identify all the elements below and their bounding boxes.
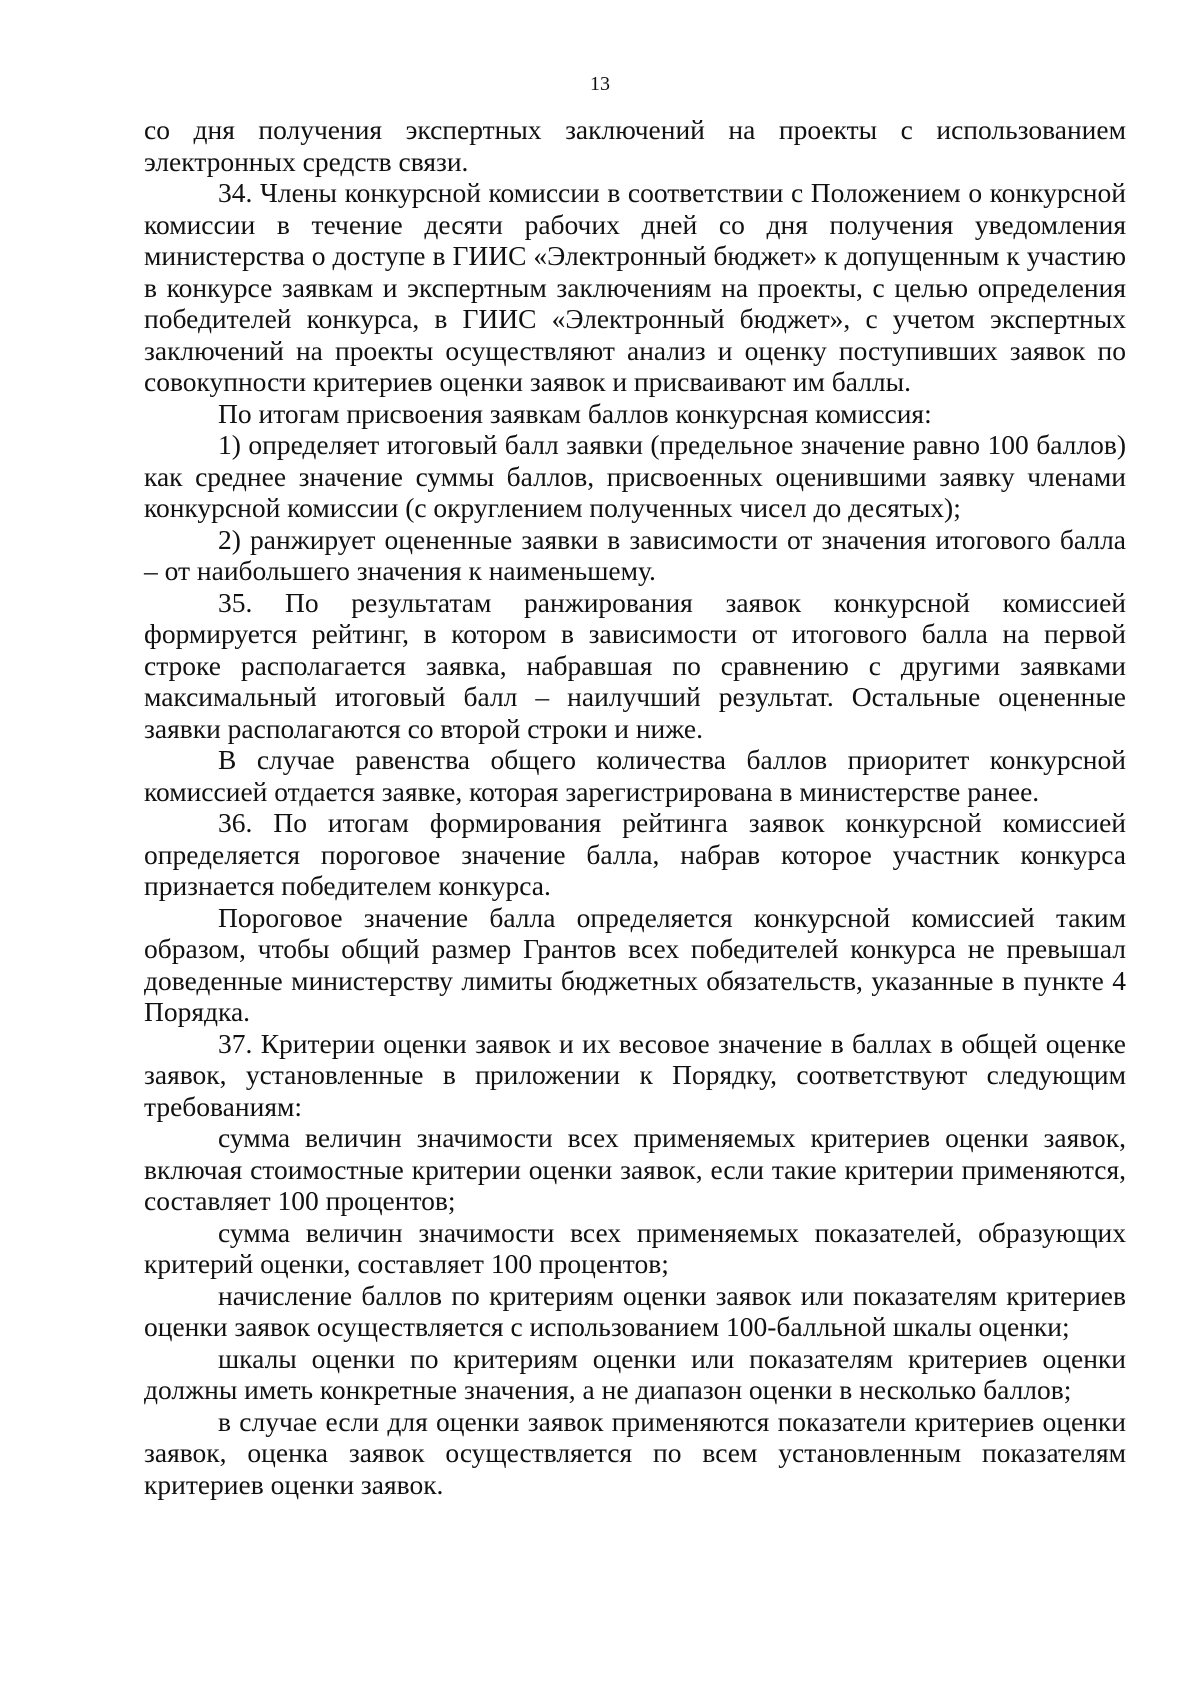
paragraph-requirement-1: сумма величин значимости всех применяемых критериев оценки заявок, включая стоимостные критерии оценки заявок, если такие критерии применяются, составляет 100 процентов; xyxy=(144,1122,1126,1216)
paragraph-requirement-2: сумма величин значимости всех применяемых показателей, образующих критерий оценки, составляет 100 процентов; xyxy=(144,1216,1126,1279)
paragraph-requirement-4: шкалы оценки по критериям оценки или показателям критериев оценки должны иметь конкретные значения, а не диапазон оценки в несколько баллов; xyxy=(144,1342,1126,1405)
page-number: 13 xyxy=(590,73,610,95)
paragraph-subitem-1: 1) определяет итоговый балл заявки (предельное значение равно 100 баллов) как среднее значение суммы баллов, присвоенных оценившими заявку членами конкурсной комиссии (с округлением полученных чисел до десятых); xyxy=(144,429,1126,523)
document-body xyxy=(144,114,1126,1500)
paragraph-continuation: со дня получения экспертных заключений на проекты с использованием электронных средств связи. xyxy=(144,114,1126,177)
paragraph-subitem-2: 2) ранжирует оцененные заявки в зависимости от значения итогового балла – от наибольшего значения к наименьшему. xyxy=(144,523,1126,586)
paragraph-commission-results: По итогам присвоения заявкам баллов конкурсная комиссия: xyxy=(218,397,932,429)
paragraph-item-37: 37. Критерии оценки заявок и их весовое значение в баллах в общей оценке заявок, установленные в приложении к Порядку, соответствуют следующим требованиям: xyxy=(144,1027,1126,1122)
paragraph-threshold: Пороговое значение балла определяется конкурсной комиссией таким образом, чтобы общий размер Грантов всех победителей конкурса не превышал доведенные министерству лимиты бюджетных обязательств, указанные в пункте 4 Порядка. xyxy=(144,901,1126,1027)
paragraph-requirement-3: начисление баллов по критериям оценки заявок или показателям критериев оценки заявок осуществляется с использованием 100-балльной шкалы оценки; xyxy=(144,1279,1126,1342)
paragraph-equal-score: В случае равенства общего количества баллов приоритет конкурсной комиссией отдается заявке, которая зарегистрирована в министерстве ранее. xyxy=(144,744,1126,807)
paragraph-requirement-5: в случае если для оценки заявок применяются показатели критериев оценки заявок, оценка заявок осуществляется по всем установленным показателям критериев оценки заявок. xyxy=(144,1405,1126,1500)
paragraph-item-36: 36. По итогам формирования рейтинга заявок конкурсной комиссией определяется пороговое значение балла, набрав которое участник конкурса признается победителем конкурса. xyxy=(144,807,1126,901)
paragraph-item-34: 34. Члены конкурсной комиссии в соответствии с Положением о конкурсной комиссии в течение десяти рабочих дней со дня получения уведомления министерства о доступе в ГИИС «Электронный бюджет» к допущенным к участию в конкурсе заявкам и экспертным заключениям на проекты, с целью определения победителей конкурса, в ГИИС «Электронный бюджет», с учетом экспертных заключений на проекты осуществляют анализ и оценку поступивших заявок по совокупности критериев оценки заявок и присваивают им баллы. xyxy=(144,177,1126,397)
paragraph-item-35: 35. По результатам ранжирования заявок конкурсной комиссией формируется рейтинг, в котором в зависимости от итогового балла на первой строке располагается заявка, набравшая по сравнению с другими заявками максимальный итоговый балл – наилучший результат. Остальные оцененные заявки располагаются со второй строки и ниже. xyxy=(144,586,1126,744)
